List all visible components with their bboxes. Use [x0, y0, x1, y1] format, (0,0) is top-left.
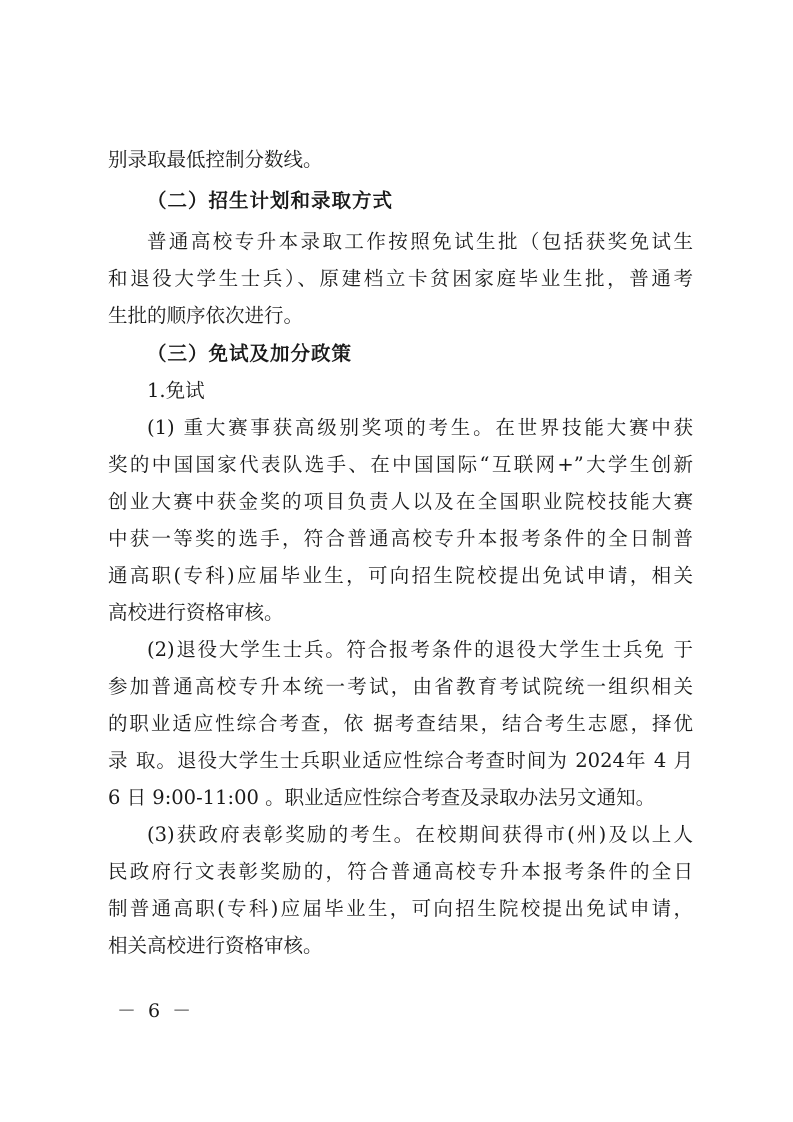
- paragraph-line: 民政府行文表彰奖励的，符合普通高校专升本报考条件的全日: [108, 860, 693, 883]
- page-number: － 6 －: [117, 1000, 195, 1022]
- paragraph-line: 通高职(专科)应届毕业生，可向招生院校提出免试申请，相关: [108, 564, 693, 587]
- paragraph-line: 创业大赛中获金奖的项目负责人以及在全国职业院校技能大赛: [108, 490, 693, 513]
- paragraph-line: 和退役大学生士兵）、原建档立卡贫困家庭毕业生批，普通考: [108, 267, 693, 290]
- paragraph-line: 录 取。退役大学生士兵职业适应性综合考查时间为 2024年 4 月: [108, 749, 693, 772]
- section-heading-3: （三）免试及加分政策: [147, 342, 353, 365]
- section-heading-2: （二）招生计划和录取方式: [147, 189, 394, 212]
- paragraph-line: 6 日 9:00-11:00 。职业适应性综合考查及录取办法另文通知。: [108, 786, 656, 809]
- paragraph-line: 别录取最低控制分数线。: [108, 148, 323, 171]
- paragraph-line: 的职业适应性综合考查，依 据考查结果，结合考生志愿，择优: [108, 712, 693, 735]
- paragraph-line: 奖的中国国家代表队选手、在中国国际“互联网+”大学生创新: [108, 453, 693, 476]
- paragraph-line: (2)退役大学生士兵。符合报考条件的退役大学生士兵免 于: [147, 638, 693, 661]
- paragraph-line: 生批的顺序依次进行。: [108, 304, 304, 327]
- paragraph-line: 中获一等奖的选手，符合普通高校专升本报考条件的全日制普: [108, 527, 693, 550]
- paragraph-line: 高校进行资格审核。: [108, 601, 284, 624]
- subsection-heading: 1.免试: [147, 379, 205, 402]
- paragraph-line: 普通高校专升本录取工作按照免试生批（包括获奖免试生: [147, 230, 693, 253]
- paragraph-line: (3)获政府表彰奖励的考生。在校期间获得市(州)及以上人: [147, 823, 693, 846]
- paragraph-line: (1) 重大赛事获高级别奖项的考生。在世界技能大赛中获: [147, 416, 693, 439]
- paragraph-line: 参加普通高校专升本统一考试，由省教育考试院统一组织相关: [108, 675, 693, 698]
- paragraph-line: 制普通高职(专科)应届毕业生，可向招生院校提出免试申请，: [108, 897, 693, 920]
- document-page: [108, 0, 693, 1122]
- paragraph-line: 相关高校进行资格审核。: [108, 934, 323, 957]
